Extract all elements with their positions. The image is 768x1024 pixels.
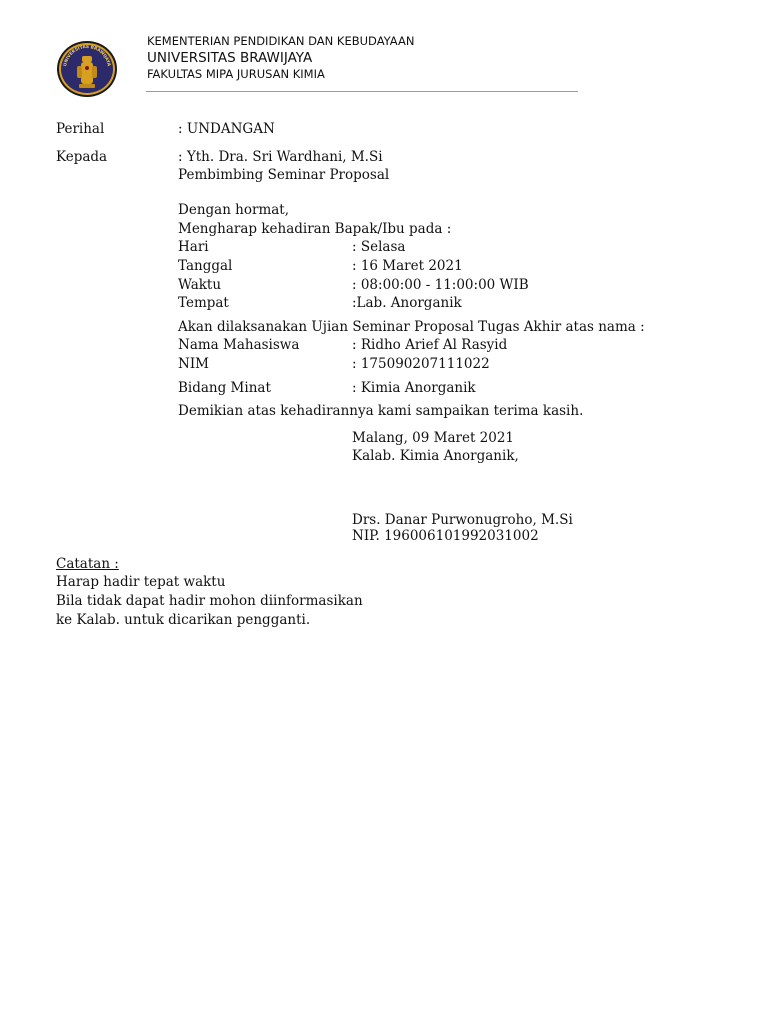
- nim-label: NIM: [178, 356, 209, 372]
- hari-value: : Selasa: [352, 239, 406, 255]
- svg-text:UNIVERSITAS BRAWIJAYA: UNIVERSITAS BRAWIJAYA: [63, 44, 111, 67]
- university-logo: [56, 40, 118, 98]
- nama-value: : Ridho Arief Al Rasyid: [352, 337, 508, 353]
- signer-nip: NIP. 196006101992031002: [352, 528, 539, 544]
- kepada-label: Kepada: [56, 149, 108, 165]
- bidang-value: : Kimia Anorganik: [352, 380, 476, 396]
- tanggal-value: : 16 Maret 2021: [352, 258, 463, 274]
- notes-title: Catatan :: [56, 556, 119, 572]
- ministry-name: KEMENTERIAN PENDIDIKAN DAN KEBUDAYAAN: [147, 34, 415, 48]
- university-name: UNIVERSITAS BRAWIJAYA: [147, 50, 313, 66]
- kepada-role: Pembimbing Seminar Proposal: [178, 167, 390, 183]
- greeting: Dengan hormat,: [178, 202, 290, 218]
- closing-line: Demikian atas kehadirannya kami sampaikan terima kasih.: [178, 403, 584, 419]
- note-line: ke Kalab. untuk dicarikan pengganti.: [56, 612, 311, 628]
- kepada-recipient: : Yth. Dra. Sri Wardhani, M.Si: [178, 149, 383, 165]
- note-line: Bila tidak dapat hadir mohon diinformasikan: [56, 593, 363, 609]
- signer-position: Kalab. Kimia Anorganik,: [352, 448, 519, 464]
- hari-label: Hari: [178, 239, 209, 255]
- note-line: Harap hadir tepat waktu: [56, 574, 226, 590]
- tempat-label: Tempat: [178, 295, 229, 311]
- nim-value: : 175090207111022: [352, 356, 490, 372]
- waktu-label: Waktu: [178, 277, 222, 293]
- exam-intro: Akan dilaksanakan Ujian Seminar Proposal Tugas Akhir atas nama :: [178, 319, 645, 335]
- letterhead-divider: [146, 91, 578, 92]
- request-line: Mengharap kehadiran Bapak/Ibu pada :: [178, 221, 452, 237]
- tanggal-label: Tanggal: [178, 258, 233, 274]
- perihal-value: : UNDANGAN: [178, 121, 275, 137]
- perihal-label: Perihal: [56, 121, 105, 137]
- faculty-name: FAKULTAS MIPA JURUSAN KIMIA: [147, 67, 325, 81]
- nama-label: Nama Mahasiswa: [178, 337, 300, 353]
- tempat-value: :Lab. Anorganik: [352, 295, 462, 311]
- bidang-label: Bidang Minat: [178, 380, 271, 396]
- signer-name: Drs. Danar Purwonugroho, M.Si: [352, 512, 573, 528]
- waktu-value: : 08:00:00 - 11:00:00 WIB: [352, 277, 529, 293]
- place-date: Malang, 09 Maret 2021: [352, 430, 515, 446]
